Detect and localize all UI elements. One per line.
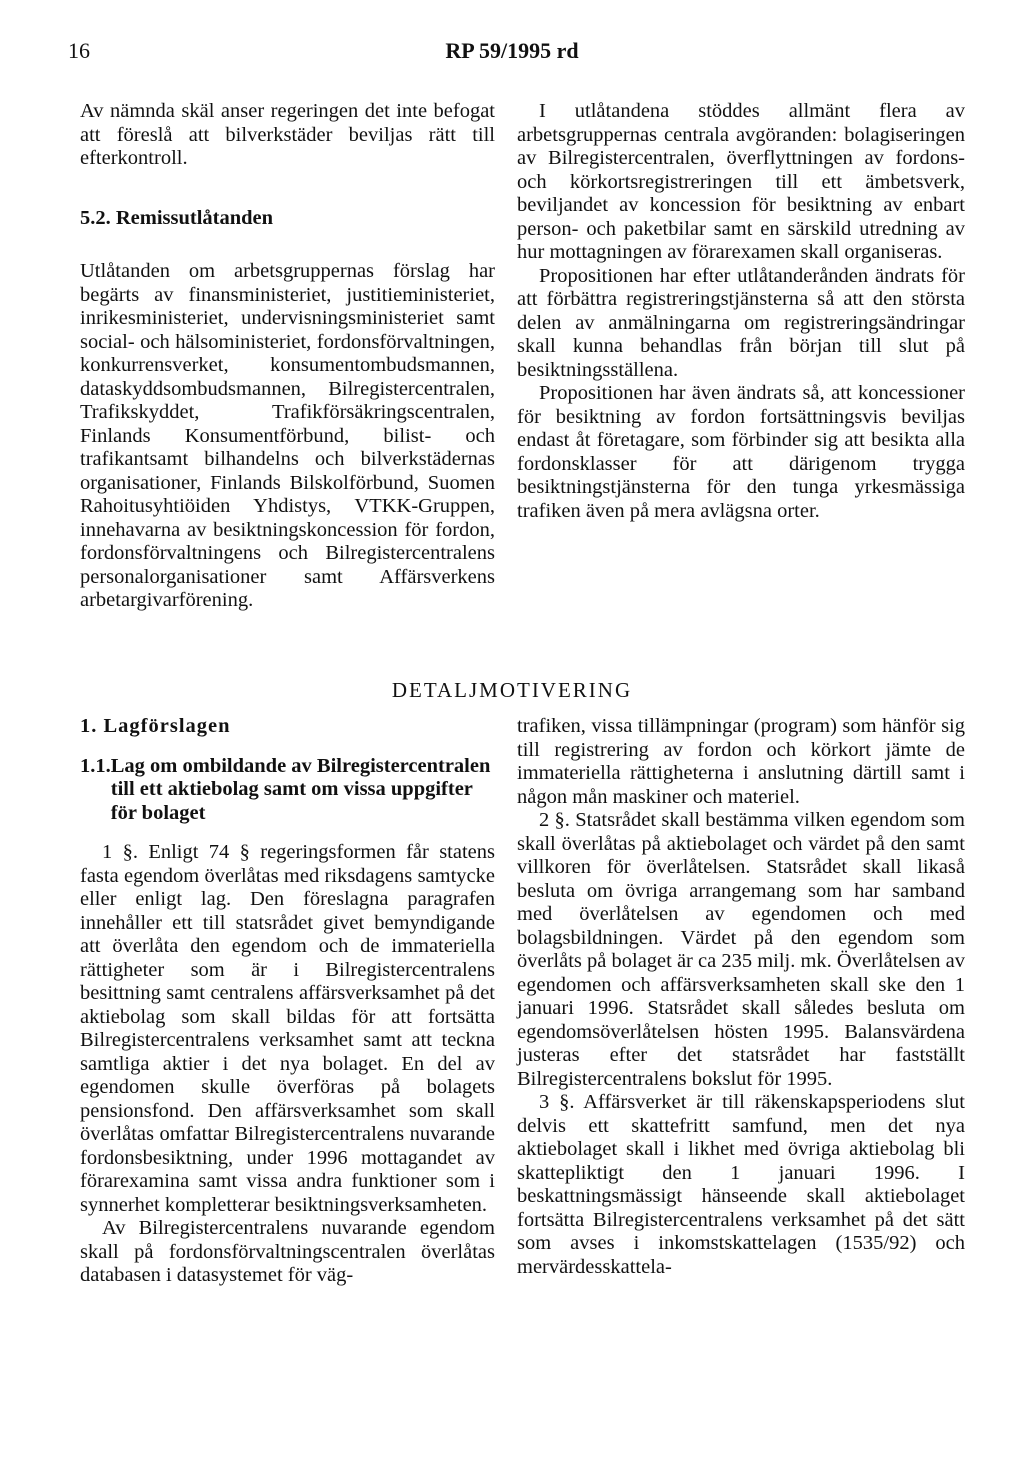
top-left-column bbox=[80, 100, 495, 613]
paragraph: 2 §. Statsrådet skall bestämma vilken egendom som skall överlåtas på aktiebolaget och värdet på den samt villkoren för överlåtelsen. Statsrådet skall likaså besluta om övriga arrangemang som har samband med överlåtelsen av egendomen och med bolagsbildningen. Värdet på den egendom som överlåts på bolaget är ca 235 milj. mk. Överlåtelsen av egendomen och affärsverksamheten skall ske den 1 januari 1996. Statsrådet skall således besluta om egendomsöverlåtelsen hösten 1995. Balansvärdena justeras efter det statsrådet har fastställt Bilregistercentralens bokslut för 1995. bbox=[517, 809, 965, 1090]
paragraph: 3 §. Affärsverket är till räkenskapsperiodens slut delvis ett skattefritt samfund, men det nya aktiebolaget skall i likhet med övriga aktiebolag bli skattepliktigt den 1 januari 1996. I beskattningsmässigt hänseende skall aktiebolaget fortsätta Bilregistercentralens verksamhet på det sätt som avses i inkomstskattelagen (1535/92) och mervärdesskattela- bbox=[517, 1091, 965, 1278]
section-heading: 5.2. Remissutlåtanden bbox=[80, 206, 274, 229]
running-title: RP 59/1995 rd bbox=[445, 38, 579, 63]
top-right-column bbox=[517, 100, 965, 523]
paragraph: Av Bilregistercentralens nuvarande egendom skall på fordonsförvaltningscentralen överlåtas databasen i datasystemet för väg- bbox=[80, 1217, 495, 1286]
paragraph: Av nämnda skäl anser regeringen det inte befogat att föreslå att bilverkstäder beviljas rätt till efterkontroll. bbox=[80, 100, 495, 169]
subsection-title: Lag om ombildande av Bilregistercentralen till ett aktiebolag samt om vissa uppgifter för bolaget bbox=[110, 754, 491, 824]
paragraph: trafiken, vissa tillämpningar (program) som hänför sig till registrering av fordon och körkort jämte de immateriella rättigheterna i anslutning därtill samt i någon mån maskiner och materiel. bbox=[517, 715, 965, 808]
page-number: 16 bbox=[68, 38, 90, 63]
subsection-number: 1.1. bbox=[80, 754, 111, 777]
paragraph: I utlåtandena stöddes allmänt flera av arbetsgruppernas centrala avgöranden: bolagiseringen av Bilregistercentralen, överflyttningen av fordons- och körkortsregistreringen till ett ämbetsverk, beviljandet av koncession för besiktning av enbart person- och paketbilar samt en särskild utredning av hur mottagningen av förarexamen skall organiseras. bbox=[517, 100, 965, 263]
chapter-heading: DETALJMOTIVERING bbox=[391, 678, 633, 702]
paragraph: Utlåtanden om arbetsgruppernas förslag har begärts av finansministeriet, justitieministeriet, inrikesministeriet, undervisningsministeriet samt social- och hälsoministeriet, fordonsförvaltningen, konkurrensverket, konsumentombudsmannen, dataskyddsombudsmannen, Bilregistercentralen, Trafikskyddet, Trafikförsäkringscentralen, Finlands Konsumentförbund, bilist- och trafikantsamt bilhandelns och bilverkstädernas organisationer, Finlands Bilskolförbund, Suomen Rahoitusyhtiöiden Yhdistys, VTKK-Gruppen, innehavarna av besiktningskoncession för fordon, fordonsförvaltningens och Bilregistercentralens personalorganisationer samt Affärsverkens arbetargivarförening. bbox=[80, 260, 495, 611]
bottom-right-column bbox=[517, 715, 965, 1279]
bottom-left-column bbox=[80, 715, 495, 1288]
subsection-heading bbox=[80, 755, 495, 826]
paragraph: Propositionen har efter utlåtanderånden ändrats för att förbättra registreringstjänsterna så att den största delen av anmälningarna om registreringsändringar skall kunna behandlas från början till slut på besiktningsställena. bbox=[517, 264, 965, 381]
section-heading-lagforslagen: 1. Lagförslagen bbox=[80, 715, 231, 737]
paragraph: 1 §. Enligt 74 § regeringsformen får statens fasta egendom överlåtas med riksdagens samtycke eller enligt lag. Den föreslagna paragrafen innehåller ett till statsrådet givet bemyndigande att överlåta den egendom och de immateriella rättigheter som är i Bilregistercentralens besittning samt centralens affärsverksamhet på det aktiebolag som skall bildas för att fortsätta Bilregistercentralens verksamhet samt att teckna samtliga aktier i det nya bolaget. En del av egendomen skulle överföras på bolagets pensionsfond. Den affärsverksamhet som skall överlåtas omfattar Bilregistercentralens nuvarande fordonsbesiktning, under 1996 mottagandet av förarexamina samt vissa andra funktioner som i synnerhet kompletterar besiktningsverksamheten. bbox=[80, 841, 495, 1216]
paragraph: Propositionen har även ändrats så, att koncessioner för besiktning av fordon fortsättningsvis beviljas endast åt företagare, som förbinder sig att besikta alla fordonsklasser för att därigenom trygga besiktningstjänsterna för den tunga yrkesmässiga trafiken även på mera avlägsna orter. bbox=[517, 382, 965, 522]
